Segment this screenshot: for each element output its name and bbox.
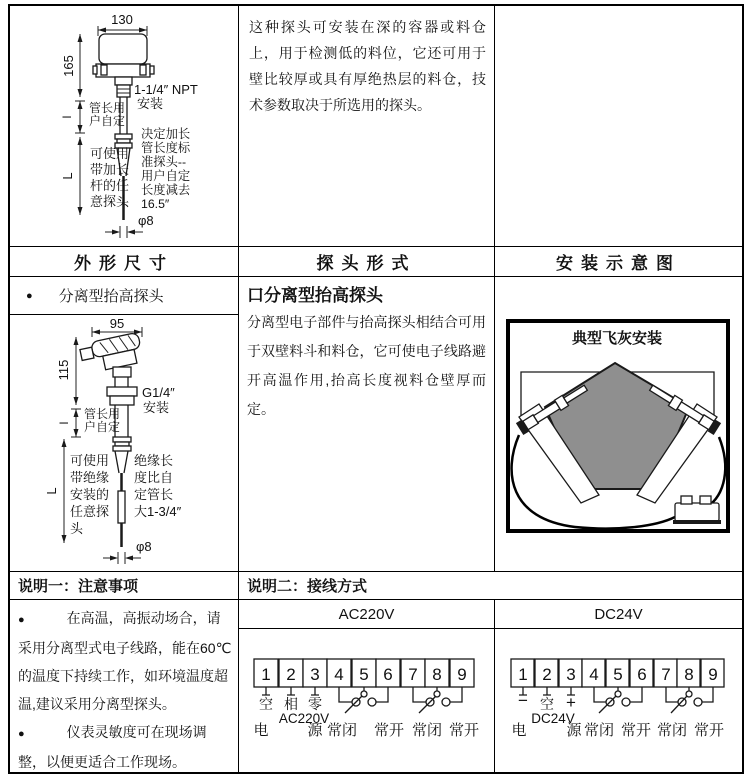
no-label: 常开 xyxy=(693,722,725,739)
thread-label: G1/4″ xyxy=(142,385,175,400)
terminal-number: 5 xyxy=(613,665,623,684)
fly-ash-install-diagram xyxy=(495,277,742,572)
dim-l: l xyxy=(57,421,71,425)
probe-drawing-npt xyxy=(10,6,239,247)
bullet-icon: ● xyxy=(26,289,33,302)
terminal-number: 6 xyxy=(383,665,393,684)
terminal-number: 4 xyxy=(334,665,344,684)
no-label: 常开 xyxy=(448,722,480,739)
terminal-label: 空 xyxy=(259,696,273,712)
terminal-number: 1 xyxy=(261,665,271,684)
dc-voltage-header: DC24V xyxy=(495,600,742,629)
relay-contact-2 xyxy=(413,687,462,713)
supply-label: AC220V xyxy=(278,711,330,726)
terminal-number: 4 xyxy=(589,665,599,684)
terminal-number: 5 xyxy=(359,665,369,684)
terminal-number: 7 xyxy=(408,665,418,684)
probe-note: 头 xyxy=(70,521,84,536)
terminal-number: 7 xyxy=(661,665,671,684)
probe-note: 可使用 xyxy=(90,146,130,161)
wiring-diagram-dc xyxy=(495,629,742,772)
note-item xyxy=(18,718,232,772)
separate-probe-bullet-row xyxy=(10,277,239,315)
terminal-number: 2 xyxy=(286,665,296,684)
note-item xyxy=(18,604,232,718)
mount-label: 安装 xyxy=(143,400,170,415)
terminal-number: 1 xyxy=(518,665,528,684)
relay-contact-1 xyxy=(594,687,642,713)
pipe-note-1: 管长用 xyxy=(89,101,126,115)
terminal-label: 相 xyxy=(284,696,298,712)
mount-nut xyxy=(107,387,137,396)
dia-label: φ8 xyxy=(136,539,152,554)
terminal-number: 3 xyxy=(310,665,320,684)
insulation-note: 度比自 xyxy=(134,470,174,485)
probe-type-title: 口分离型抬高探头 xyxy=(247,286,383,305)
probe-note: 带绝缘 xyxy=(70,470,110,485)
note1-header: 说明一：注意事项 xyxy=(10,572,239,600)
dim-l: l xyxy=(60,115,74,119)
probe-drawing-g14 xyxy=(10,315,239,572)
cell-install-diagram xyxy=(495,277,742,572)
column-header-probe-type: 探头形式 xyxy=(239,247,495,277)
thread-npt xyxy=(117,85,130,97)
insulation-note: 大1-3/4″ xyxy=(134,504,182,519)
insulation-sleeve xyxy=(118,491,125,523)
terminal-number: 9 xyxy=(457,665,467,684)
nc-label: 常闭 xyxy=(411,722,443,739)
separate-probe-label: 分离型抬高探头 xyxy=(58,288,164,305)
note-item-text: 在高温，高振动场合，请采用分离型式电子线路，能在60℃的温度下持续工作，如环境温度超温,建议采用分离型探头。 xyxy=(18,610,232,712)
length-note: 长度减去 xyxy=(141,183,191,197)
cell-wiring-ac xyxy=(239,629,495,772)
dim-130: 130 xyxy=(111,12,133,27)
connection-head xyxy=(79,332,144,374)
bullet-icon: ● xyxy=(18,728,25,740)
wiring-diagram-ac xyxy=(239,629,495,772)
terminal-number: 9 xyxy=(708,665,718,684)
terminal-number: 2 xyxy=(542,665,552,684)
insulation-note: 绝缘长 xyxy=(134,453,174,468)
intro-paragraph: 这种探头可安装在深的容器或料仓上，用于检测低的料位，它还可用于壁比较厚或具有厚绝热层的料仓，技术参数取决于所选用的探头。 xyxy=(249,19,486,113)
length-note: 用户自定 xyxy=(141,169,191,183)
dim-L: L xyxy=(60,172,75,180)
cell-probe-type-text xyxy=(239,277,495,572)
length-note: 决定加长 xyxy=(141,127,191,141)
cell-notes xyxy=(10,600,239,772)
relay-contact-1 xyxy=(339,687,388,713)
length-note: 准探头-- xyxy=(141,155,187,169)
ac-voltage-header: AC220V xyxy=(239,600,495,629)
dim-95: 95 xyxy=(109,316,125,331)
probe-note: 任意探 xyxy=(70,504,110,519)
terminal-label: + xyxy=(566,693,576,712)
power-label: 电 xyxy=(511,722,527,739)
pipe-note-2: 户自定 xyxy=(89,114,126,128)
supply-label: DC24V xyxy=(531,711,575,726)
power-label: 源 xyxy=(307,722,323,739)
no-label: 常开 xyxy=(620,722,652,739)
power-label: 电 xyxy=(253,722,269,739)
terminal-label: 零 xyxy=(308,696,322,712)
relay-contact-2 xyxy=(666,687,713,713)
terminal-number: 8 xyxy=(432,665,442,684)
nc-label: 常闭 xyxy=(583,722,615,739)
note2-header: 说明二：接线方式 xyxy=(239,572,742,600)
column-header-dimensions: 外形尺寸 xyxy=(10,247,239,277)
cell-empty-top-right xyxy=(495,6,742,247)
probe-note: 带加长 xyxy=(90,162,130,177)
dia-label: φ8 xyxy=(138,213,154,228)
install-title: 典型飞灰安装 xyxy=(571,330,663,347)
terminal-number: 6 xyxy=(637,665,647,684)
cell-intro xyxy=(239,6,495,247)
length-note: 16.5″ xyxy=(141,197,170,211)
nc-label: 常闭 xyxy=(656,722,688,739)
terminal-strip xyxy=(511,659,724,687)
housing-cap xyxy=(99,34,147,64)
datasheet-table xyxy=(8,4,744,774)
column-header-installation: 安装示意图 xyxy=(495,247,742,277)
insulation-note: 定管长 xyxy=(134,487,174,502)
nc-label: 常闭 xyxy=(326,722,358,739)
pipe-note-1: 管长用 xyxy=(84,407,121,421)
terminal-number: 8 xyxy=(684,665,694,684)
bullet-icon: ● xyxy=(18,614,25,626)
no-label: 常开 xyxy=(373,722,405,739)
length-note: 管长度标 xyxy=(141,141,191,155)
terminal-label: 空 xyxy=(540,696,554,712)
terminal-strip xyxy=(254,659,474,687)
dim-115: 115 xyxy=(56,359,71,381)
probe-note: 可使用 xyxy=(70,453,110,468)
power-label: 源 xyxy=(566,722,582,739)
dim-L: L xyxy=(44,487,59,495)
terminal-number: 3 xyxy=(566,665,576,684)
dim-165: 165 xyxy=(61,55,76,77)
cell-drawing-2 xyxy=(10,315,239,572)
note-item-text: 仪表灵敏度可在现场调整，以便更适合工作现场。 xyxy=(18,724,207,770)
thread-label: 1-1/4″ NPT xyxy=(134,82,198,97)
probe-note: 杆的任 xyxy=(90,178,130,193)
probe-type-body: 分离型电子部件与抬高探头相结合可用于双壁料斗和料仓，它可使电子线路避开高温作用,抬高长度视料仓壁厚而定。 xyxy=(247,314,486,417)
probe-note: 安装的 xyxy=(70,487,110,502)
mount-label: 安装 xyxy=(137,96,164,111)
probe-note: 意探头 xyxy=(90,194,130,209)
terminal-label: − xyxy=(518,691,528,710)
cell-wiring-dc xyxy=(495,629,742,772)
pipe-note-2: 户自定 xyxy=(84,420,121,434)
cell-drawing-1 xyxy=(10,6,239,247)
